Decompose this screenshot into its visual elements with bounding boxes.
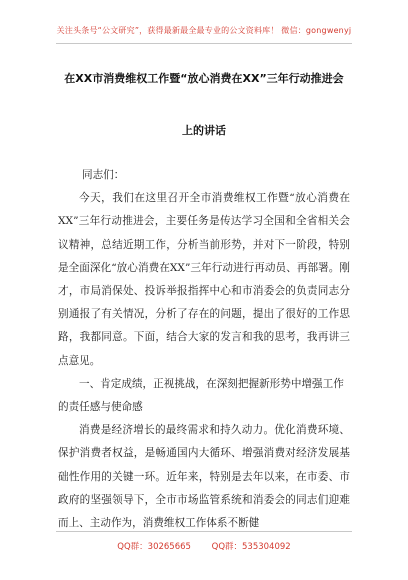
paragraph-opening: 今天，我们在这里召开全市消费维权工作暨“放心消费在XX”三年行动推进会，主要任务是传达学习全国和全省相关会议精神，总结近期工作，分析当前形势，并对下一阶段，特别是全面深化“放心消费在XX”三年行动进行再动员、再部署。刚才，市局消保处、投诉举报指挥中心和市消委会的负责同志分别通报了有关情况，分析了存在的问题，提出了很好的工作思路，我都同意。下面，结合大家的发言和我的思考，我再讲三点意见。 (58, 192, 350, 367)
document-title-line-1: 在XX市消费维权工作暨“放心消费在XX”三年行动推进会 (64, 72, 344, 85)
header-banner: 关注头条号“公文研究”，获得最新最全最专业的公文资料库！ 微信：gongwenyj (56, 26, 352, 35)
footer-divider (56, 531, 352, 532)
salutation: 同志们： (82, 169, 125, 181)
footer (0, 540, 408, 552)
paragraph-consumption: 消费是经济增长的最终需求和持久动力。优化消费环境、保护消费者权益，是畅通国内大循环、增强消费对经济发展基础性作用的关键一环。近年来，特别是去年以来，在市委、市政府的坚强领导下，全市市场监管系统和消委会的同志们迎难而上、主动作为，消费维权工作体系不断健 (58, 424, 350, 530)
document-title-line-2: 上的讲话 (182, 124, 226, 137)
footer-qq-group-1: QQ群：30265665 (117, 542, 191, 552)
document-body (58, 164, 350, 535)
section-heading-1: 一、肯定成绩，正视挑战，在深刻把握新形势中增强工作的责任感与使命感 (58, 377, 344, 414)
footer-qq-group-2: QQ群：535304092 (211, 542, 291, 552)
header-divider (56, 43, 352, 44)
